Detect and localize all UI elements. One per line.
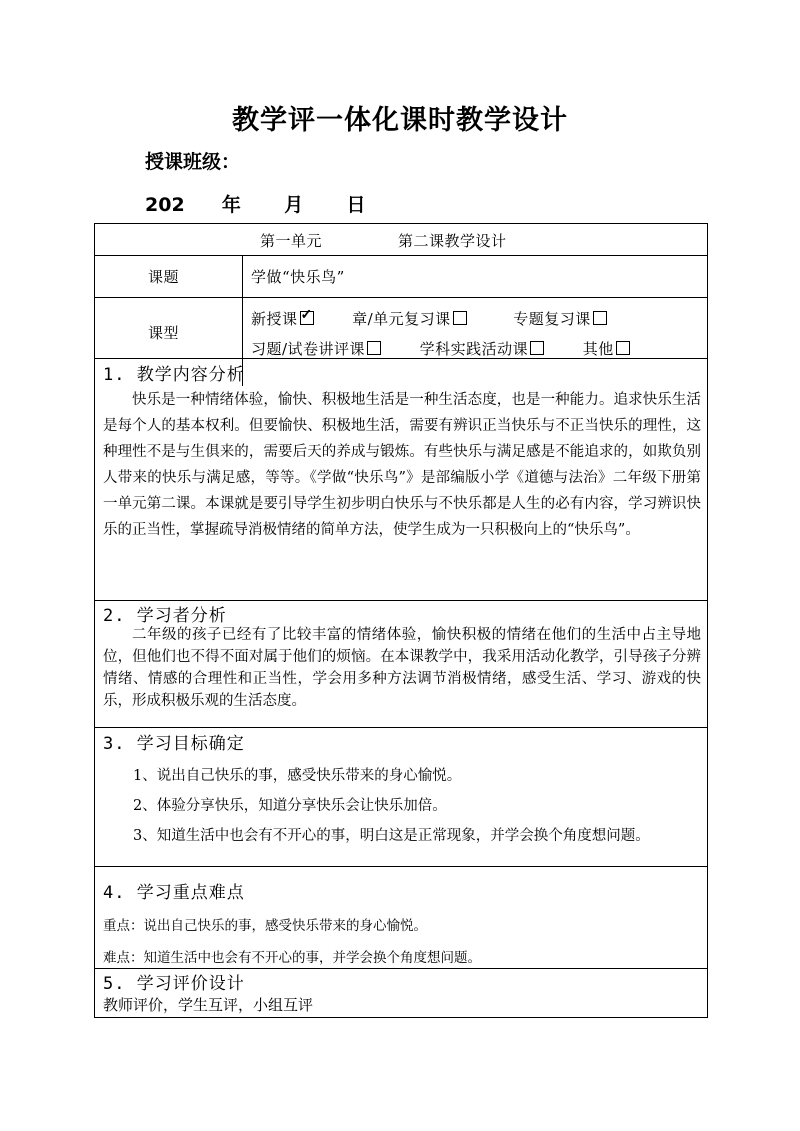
checkbox-icon[interactable] <box>453 311 467 325</box>
checkbox-checked-icon[interactable] <box>300 311 314 325</box>
option-exercise-review: 习题/试卷讲评课 <box>251 340 381 358</box>
lesson-label: 第二课教学设计 <box>398 232 507 250</box>
option-unit-review: 章/单元复习课 <box>352 310 467 328</box>
type-options-line-2 <box>251 338 630 359</box>
section-goals-title: 3. 学习目标确定 <box>103 734 245 754</box>
lesson-table <box>94 223 708 1018</box>
date-line <box>145 190 365 217</box>
date-year-unit: 年 <box>221 194 241 216</box>
checkbox-icon[interactable] <box>367 341 381 355</box>
document-title: 教学评一体化课时教学设计 <box>232 105 568 136</box>
date-month-unit: 月 <box>284 194 304 216</box>
type-options-line-1 <box>251 308 607 329</box>
checkbox-icon[interactable] <box>530 341 544 355</box>
goal-item-2: 2、体验分享快乐，知道分享快乐会让快乐加倍。 <box>133 798 447 814</box>
option-new-lesson: 新授课✓ <box>251 310 314 328</box>
section-key-points-title: 4. 学习重点难点 <box>103 883 245 903</box>
goal-item-1: 1、说出自己快乐的事，感受快乐带来的身心愉悦。 <box>133 768 462 784</box>
section-content-analysis-text: 快乐是一种情绪体验，愉快、积极地生活是一种生活态度，也是一种能力。追求快乐生活是每个人的基本权利。但要愉快、积极地生活，需要有辨识正当快乐与不正当快乐的理性，这种理性不是与生俱来的，需要后天的养成与锻炼。有些快乐与满足感是不能追求的，如欺负别人带来的快乐与满足感，等等。《学做“快乐鸟”》是部编版小学《道德与法治》二年级下册第一单元第二课。本课就是要引导学生初步明白快乐与不快乐都是人生的必有内容，学习辨识快乐的正当性，掌握疏导消极情绪的简单方法，使学生成为一只积极向上的“快乐鸟”。 <box>103 392 701 538</box>
unit-label: 第一单元 <box>260 232 323 250</box>
topic-label: 课题 <box>148 268 180 286</box>
checkbox-icon[interactable] <box>616 341 630 355</box>
difficult-point-text: 难点：知道生活中也会有不开心的事，并学会换个角度想问题。 <box>103 950 481 966</box>
goal-item-3: 3、知道生活中也会有不开心的事，明白这是正常现象，并学会换个角度想问题。 <box>133 828 650 844</box>
option-topic-review: 专题复习课 <box>513 310 607 328</box>
class-label: 授课班级： <box>145 151 241 173</box>
checkbox-icon[interactable] <box>593 311 607 325</box>
key-point-text: 重点：说出自己快乐的事，感受快乐带来的身心愉悦。 <box>103 918 427 934</box>
evaluation-text: 教师评价，学生互评，小组互评 <box>103 996 314 1014</box>
date-year: 202 <box>145 194 185 216</box>
option-other: 其他 <box>583 340 630 358</box>
section-learner-title: 2. 学习者分析 <box>103 606 227 626</box>
section-evaluation-title: 5. 学习评价设计 <box>103 974 245 994</box>
topic-value: 学做“快乐鸟” <box>251 268 345 286</box>
date-day-unit: 日 <box>346 194 366 216</box>
section-content-analysis-title: 1. 教学内容分析 <box>103 365 245 385</box>
type-label: 课型 <box>148 324 180 342</box>
option-practice: 学科实践活动课 <box>420 340 545 358</box>
section-learner-text: 二年级的孩子已经有了比较丰富的情绪体验，愉快积极的情绪在他们的生活中占主导地位，但他们也不得不面对属于他们的烦恼。在本课教学中，我采用活动化教学，引导孩子分辨情绪、情感的合理性和正当性，学会用多种方法调节消极情绪，感受生活、学习、游戏的快乐，形成积极乐观的生活态度。 <box>103 627 701 709</box>
